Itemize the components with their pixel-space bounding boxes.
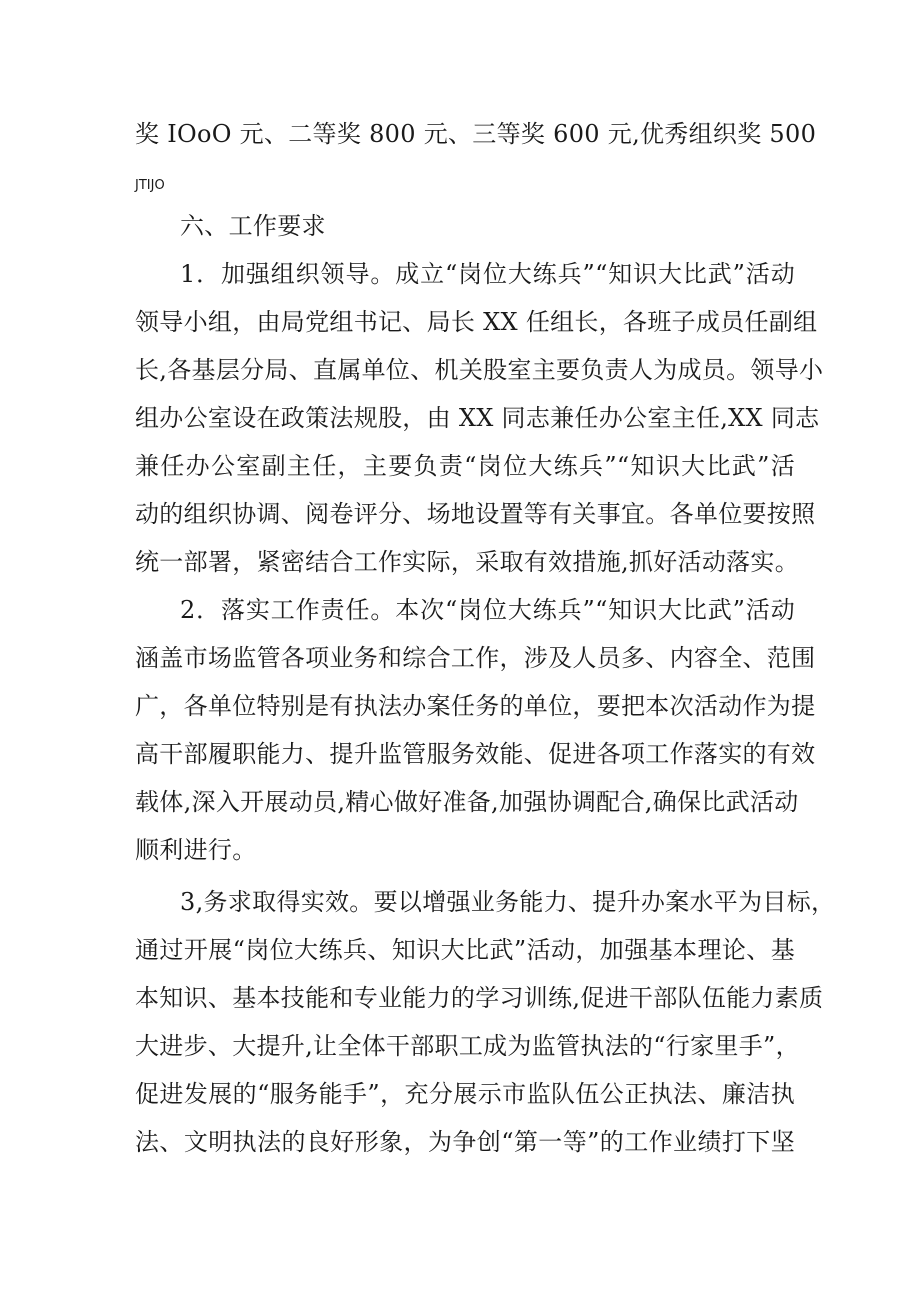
paragraph-1-line-3: 长,各基层分局、直属单位、机关股室主要负责人为成员。领导小 — [135, 356, 824, 384]
paragraph-1-line-6: 动的组织协调、阅卷评分、场地设置等有关事宜。各单位要按照 — [135, 500, 816, 528]
paragraph-2-line-4: 高干部履职能力、提升监管服务效能、促进各项工作落实的有效 — [135, 740, 816, 768]
paragraph-3-line-1: 3,务求取得实效。要以增强业务能力、提升办案水平为目标， — [180, 888, 836, 916]
paragraph-2-line-3: 广，各单位特别是有执法办案任务的单位，要把本次活动作为提 — [135, 692, 816, 720]
paragraph-1-line-4: 组办公室设在政策法规股，由 XX 同志兼任办公室主任,XX 同志 — [135, 404, 820, 432]
paragraph-1-line-7: 统一部署，紧密结合工作实际，采取有效措施,抓好活动落实。 — [135, 548, 800, 576]
paragraph-3-line-6: 法、文明执法的良好形象，为争创“第一等”的工作业绩打下坚 — [135, 1128, 795, 1156]
paragraph-3-line-5: 促进发展的“服务能手”，充分展示市监队伍公正执法、廉洁执 — [135, 1080, 795, 1108]
paragraph-2-line-6: 顺利进行。 — [135, 836, 257, 864]
paragraph-3-line-3: 本知识、基本技能和专业能力的学习训练,促进干部队伍能力素质 — [135, 984, 824, 1012]
paragraph-2-line-5: 载体,深入开展动员,精心做好准备,加强协调配合,确保比武活动 — [135, 788, 799, 816]
paragraph-1-line-5: 兼任办公室副主任，主要负责“岗位大练兵”“知识大比武”活 — [135, 452, 795, 480]
paragraph-1-line-2: 领导小组，由局党组书记、局长 XX 任组长，各班子成员任副组 — [135, 308, 818, 336]
paragraph-1-line-1: 1．加强组织领导。成立“岗位大练兵”“知识大比武”活动 — [180, 260, 795, 288]
text-line-prize-amounts: 奖 IOoO 元、二等奖 800 元、三等奖 600 元,优秀组织奖 500 — [135, 120, 817, 148]
paragraph-3-line-2: 通过开展“岗位大练兵、知识大比武”活动，加强基本理论、基 — [135, 936, 795, 964]
paragraph-3-line-4: 大进步、大提升,让全体干部职工成为监管执法的“行家里手”， — [135, 1032, 800, 1060]
paragraph-2-line-1: 2．落实工作责任。本次“岗位大练兵”“知识大比武”活动 — [180, 596, 795, 624]
text-line-garbled: JTIJO — [135, 178, 165, 193]
paragraph-2-line-2: 涵盖市场监管各项业务和综合工作，涉及人员多、内容全、范围 — [135, 644, 816, 672]
section-heading-work-requirements: 六、工作要求 — [180, 212, 326, 240]
